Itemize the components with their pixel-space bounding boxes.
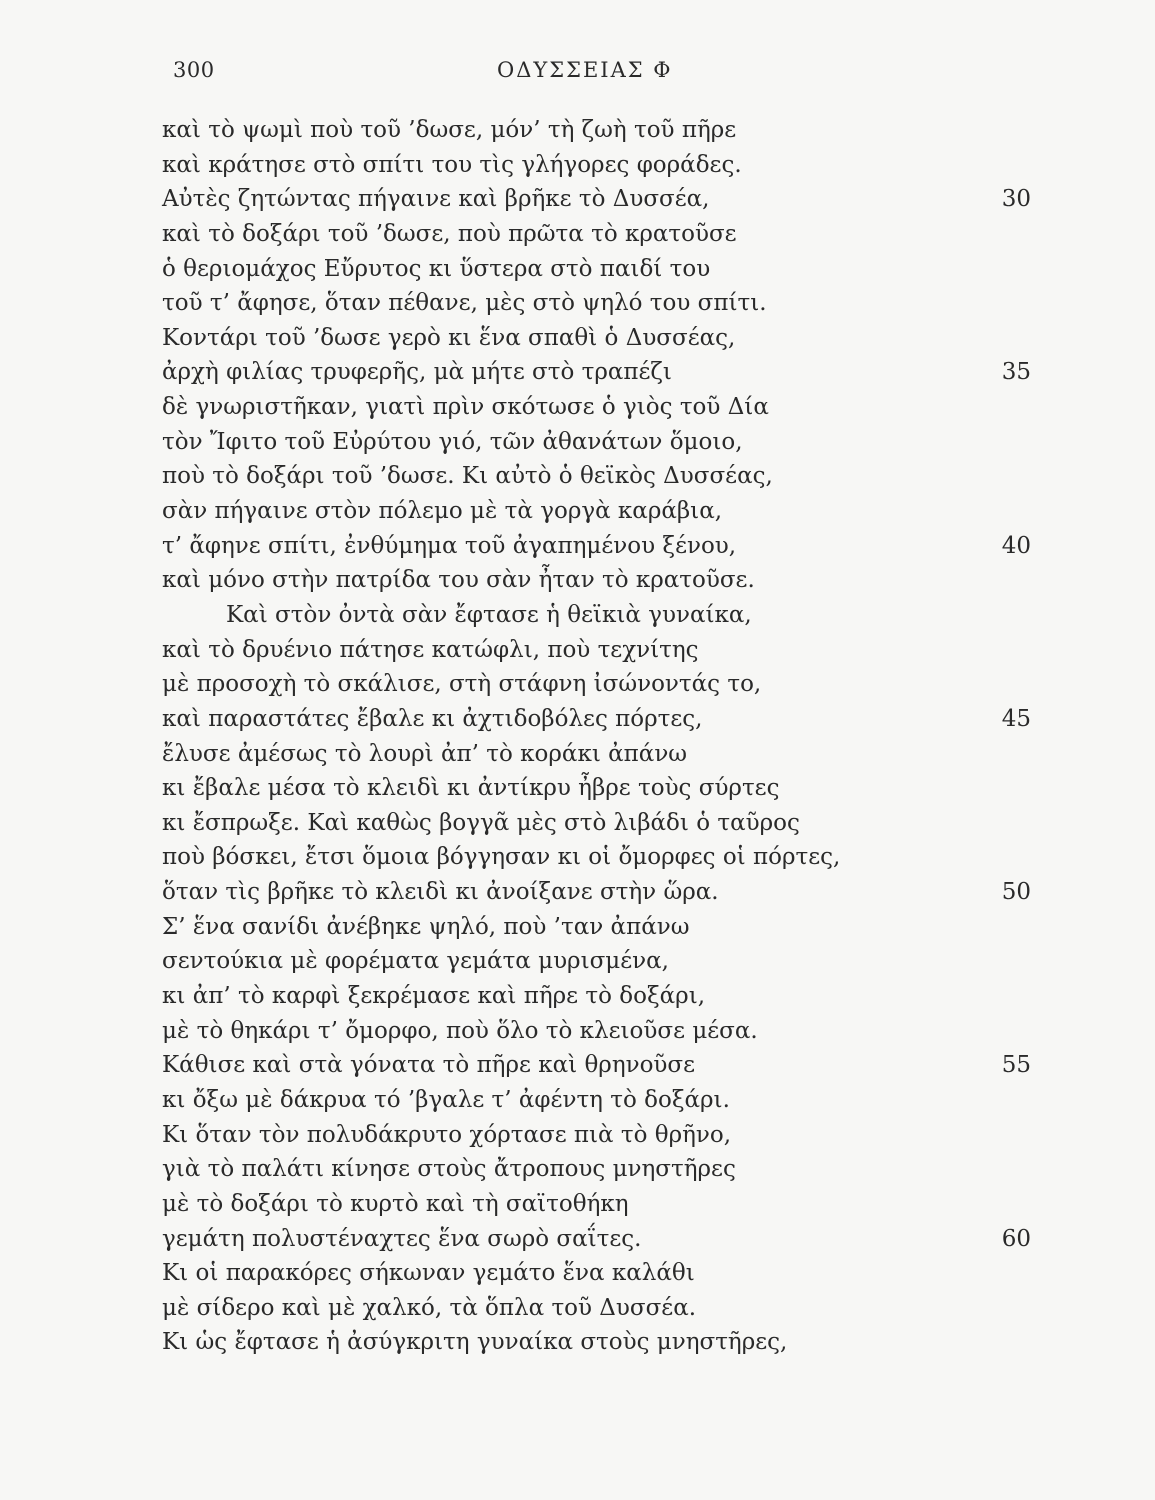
verse-text: τ’ ἄφηνε σπίτι, ἐνθύμημα τοῦ ἀγαπημένου ξένου,	[162, 532, 737, 559]
verse-line	[162, 1014, 892, 1049]
verse-text: Κάθισε καὶ στὰ γόνατα τὸ πῆρε καὶ θρηνοῦσε	[162, 1052, 696, 1079]
line-number: 30	[1001, 186, 1031, 213]
verse-text: δὲ γνωριστῆκαν, γιατὶ πρὶν σκότωσε ὁ γιὸς τοῦ Δία	[162, 394, 769, 421]
verse-text: Σ’ ἕνα σανίδι ἀνέβηκε ψηλό, ποὺ ’ταν ἀπάνω	[162, 913, 690, 940]
verse-text: καὶ παραστάτες ἔβαλε κι ἀχτιδοβόλες πόρτες,	[162, 705, 703, 732]
line-number: 50	[1001, 879, 1031, 906]
verse-line	[162, 425, 892, 460]
verse-line	[162, 667, 892, 702]
verse-line	[162, 113, 892, 148]
verse-line	[162, 1118, 892, 1153]
verse-line	[162, 633, 892, 668]
verse-line	[162, 1152, 892, 1187]
verse-line	[162, 737, 892, 772]
verse-text: γιὰ τὸ παλάτι κίνησε στοὺς ἄτροπους μνηστῆρες	[162, 1156, 736, 1183]
verse-block	[162, 113, 1031, 1360]
verse-line	[162, 494, 892, 529]
verse-text: καὶ μόνο στὴν πατρίδα του σὰν ἦταν τὸ κρατοῦσε.	[162, 567, 755, 594]
verse-line	[162, 1325, 892, 1360]
verse-text: μὲ τὸ θηκάρι τ’ ὄμορφο, ποὺ ὅλο τὸ κλειοῦσε μέσα.	[162, 1017, 758, 1044]
verse-line	[162, 944, 892, 979]
verse-line	[162, 840, 892, 875]
verse-text: μὲ προσοχὴ τὸ σκάλισε, στὴ στάφνη ἰσώνοντάς το,	[162, 671, 762, 698]
verse-line	[162, 806, 892, 841]
verse-line	[162, 1256, 892, 1291]
verse-line	[162, 182, 1031, 217]
verse-text: Κοντάρι τοῦ ’δωσε γερὸ κι ἕνα σπαθὶ ὁ Δυσσέας,	[162, 324, 736, 351]
verse-text: Κι ὅταν τὸν πολυδάκρυτο χόρτασε πιὰ τὸ θρῆνο,	[162, 1121, 732, 1148]
verse-line	[162, 1187, 892, 1222]
verse-text: ἀρχὴ φιλίας τρυφερῆς, μὰ μήτε στὸ τραπέζι	[162, 359, 672, 386]
verse-text: καὶ τὸ δρυένιο πάτησε κατώφλι, ποὺ τεχνίτης	[162, 636, 699, 663]
verse-text: κι ἔσπρωξε. Καὶ καθὼς βογγᾶ μὲς στὸ λιβάδι ὁ ταῦρος	[162, 809, 800, 836]
line-number: 35	[1001, 359, 1031, 386]
verse-line	[162, 1048, 1031, 1083]
verse-line	[162, 459, 892, 494]
verse-text: σὰν πήγαινε στὸν πόλεμο μὲ τὰ γοργὰ καράβια,	[162, 498, 723, 525]
verse-line	[162, 702, 1031, 737]
verse-line	[162, 252, 892, 287]
verse-line	[162, 217, 892, 252]
verse-text: μὲ τὸ δοξάρι τὸ κυρτὸ καὶ τὴ σαϊτοθήκη	[162, 1190, 629, 1217]
verse-text: καὶ κράτησε στὸ σπίτι του τὶς γλήγορες φοράδες.	[162, 151, 742, 178]
verse-line	[162, 1083, 892, 1118]
verse-text: σεντούκια μὲ φορέματα γεμάτα μυρισμένα,	[162, 948, 669, 975]
verse-line	[162, 979, 892, 1014]
verse-text: γεμάτη πολυστέναχτες ἕνα σωρὸ σαΐτες.	[162, 1225, 642, 1252]
line-number: 40	[1001, 532, 1031, 559]
verse-line	[162, 771, 892, 806]
verse-line	[162, 598, 892, 633]
verse-line	[162, 390, 892, 425]
verse-text: κι ὄξω μὲ δάκρυα τό ’βγαλε τ’ ἀφέντη τὸ δοξάρι.	[162, 1086, 730, 1113]
verse-text: τὸν Ἴφιτο τοῦ Εὐρύτου γιό, τῶν ἀθανάτων ὅμοιο,	[162, 428, 743, 455]
verse-text: κι ἔβαλε μέσα τὸ κλειδὶ κι ἀντίκρυ ἦβρε τοὺς σύρτες	[162, 775, 780, 802]
verse-text: ποὺ τὸ δοξάρι τοῦ ’δωσε. Κι αὐτὸ ὁ θεϊκὸς Δυσσέας,	[162, 463, 773, 490]
running-title: ΟΔΥΣΣΕΙΑΣ Φ	[497, 58, 673, 82]
verse-line	[162, 529, 1031, 564]
line-number: 55	[1001, 1052, 1031, 1079]
verse-line	[162, 910, 892, 945]
verse-text: ἔλυσε ἀμέσως τὸ λουρὶ ἀπ’ τὸ κοράκι ἀπάνω	[162, 740, 688, 767]
verse-text: τοῦ τ’ ἄφησε, ὅταν πέθανε, μὲς στὸ ψηλό του σπίτι.	[162, 290, 767, 317]
verse-text: μὲ σίδερο καὶ μὲ χαλκό, τὰ ὅπλα τοῦ Δυσσέα.	[162, 1294, 697, 1321]
verse-text: Αὐτὲς ζητώντας πήγαινε καὶ βρῆκε τὸ Δυσσέα,	[162, 186, 710, 213]
verse-line	[162, 1291, 892, 1326]
verse-text: ὁ θεριομάχος Εὔρυτος κι ὕστερα στὸ παιδί του	[162, 255, 711, 282]
line-number: 60	[1001, 1225, 1031, 1252]
verse-line	[162, 355, 1031, 390]
page-number: 300	[173, 58, 215, 82]
verse-text: καὶ τὸ ψωμὶ ποὺ τοῦ ’δωσε, μόν’ τὴ ζωὴ τοῦ πῆρε	[162, 117, 737, 143]
verse-text: ποὺ βόσκει, ἔτσι ὅμοια βόγγησαν κι οἱ ὄμορφες οἱ πόρτες,	[162, 844, 841, 871]
verse-text: ὅταν τὶς βρῆκε τὸ κλειδὶ κι ἀνοίξανε στὴν ὥρα.	[162, 879, 719, 906]
verse-line	[162, 321, 892, 356]
verse-text: Κι ὡς ἔφτασε ἡ ἀσύγκριτη γυναίκα στοὺς μνηστῆρες,	[162, 1329, 788, 1356]
verse-line	[162, 563, 892, 598]
line-number: 45	[1001, 705, 1031, 732]
verse-text: Καὶ στὸν ὀντὰ σὰν ἔφτασε ἡ θεϊκιὰ γυναίκα,	[226, 601, 752, 628]
verse-text: Κι οἱ παρακόρες σήκωναν γεμάτο ἕνα καλάθι	[162, 1260, 695, 1287]
verse-text: καὶ τὸ δοξάρι τοῦ ’δωσε, ποὺ πρῶτα τὸ κρατοῦσε	[162, 220, 737, 247]
verse-line	[162, 1222, 1031, 1257]
verse-line	[162, 286, 892, 321]
verse-line	[162, 875, 1031, 910]
verse-line	[162, 148, 892, 183]
verse-text: κι ἀπ’ τὸ καρφὶ ξεκρέμασε καὶ πῆρε τὸ δοξάρι,	[162, 983, 706, 1010]
